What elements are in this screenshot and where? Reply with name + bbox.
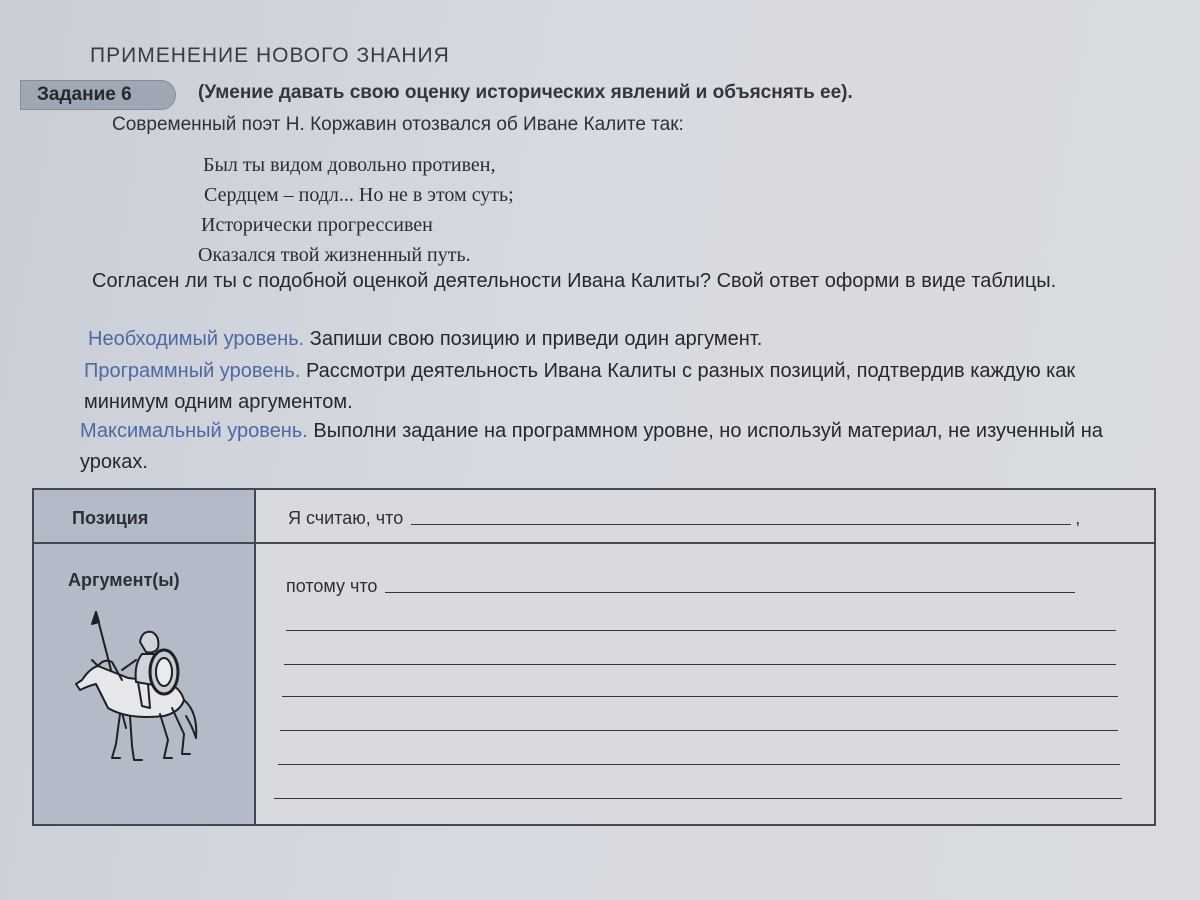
position-label: Позиция <box>72 508 149 528</box>
argument-answer-line[interactable] <box>282 696 1118 697</box>
argument-label: Аргумент(ы) <box>68 570 180 590</box>
answer-table <box>32 488 1156 826</box>
level-text: Выполни задание на программном уровне, но используй материал, не изученный на уроках. <box>80 420 1103 473</box>
poem-line: Сердцем – подл... Но не в этом суть; <box>204 184 514 206</box>
poem-line: Исторически прогрессивен <box>201 214 433 236</box>
argument-answer-line[interactable] <box>278 764 1120 765</box>
level-maximum <box>80 416 1160 478</box>
question-text: Согласен ли ты с подобной оценкой деятельности Ивана Калиты? Свой ответ оформи в виде таблицы. <box>92 270 1057 292</box>
argument-answer-line[interactable] <box>280 730 1118 731</box>
section-title: ПРИМЕНЕНИЕ НОВОГО ЗНАНИЯ <box>90 44 450 67</box>
argument-answer-line[interactable] <box>385 592 1075 593</box>
task-description: (Умение давать свою оценку исторических явлений и объяснять ее). <box>198 82 853 103</box>
argument-answer-line[interactable] <box>274 798 1122 799</box>
intro-text: Современный поэт Н. Коржавин отозвался об Иване Калите так: <box>112 114 684 135</box>
task-badge: Задание 6 <box>20 80 176 110</box>
table-row-divider <box>34 542 1154 544</box>
argument-answer-line[interactable] <box>286 630 1116 631</box>
position-answer-line[interactable] <box>411 524 1071 525</box>
argument-answer-row <box>286 576 1146 597</box>
poem-line: Был ты видом довольно противен, <box>203 154 496 176</box>
poem <box>198 150 514 270</box>
argument-answer-line[interactable] <box>284 664 1116 665</box>
position-prompt: Я считаю, что <box>288 508 404 528</box>
level-necessary <box>88 324 1168 355</box>
level-program <box>84 356 1164 418</box>
level-name: Необходимый уровень. <box>88 328 305 350</box>
level-text: Рассмотри деятельность Ивана Калиты с разных позиций, подтвердив каждую как минимум одним аргументом. <box>84 360 1076 413</box>
poem-line: Оказался твой жизненный путь. <box>198 244 471 266</box>
horse-rider-icon <box>68 608 218 778</box>
level-text: Запиши свою позицию и приведи один аргумент. <box>309 328 763 350</box>
level-name: Программный уровень. <box>84 360 301 382</box>
position-answer-row <box>288 508 1138 529</box>
argument-prompt: потому что <box>286 576 378 596</box>
level-name: Максимальный уровень. <box>80 420 308 442</box>
position-end-mark: , <box>1075 508 1081 528</box>
